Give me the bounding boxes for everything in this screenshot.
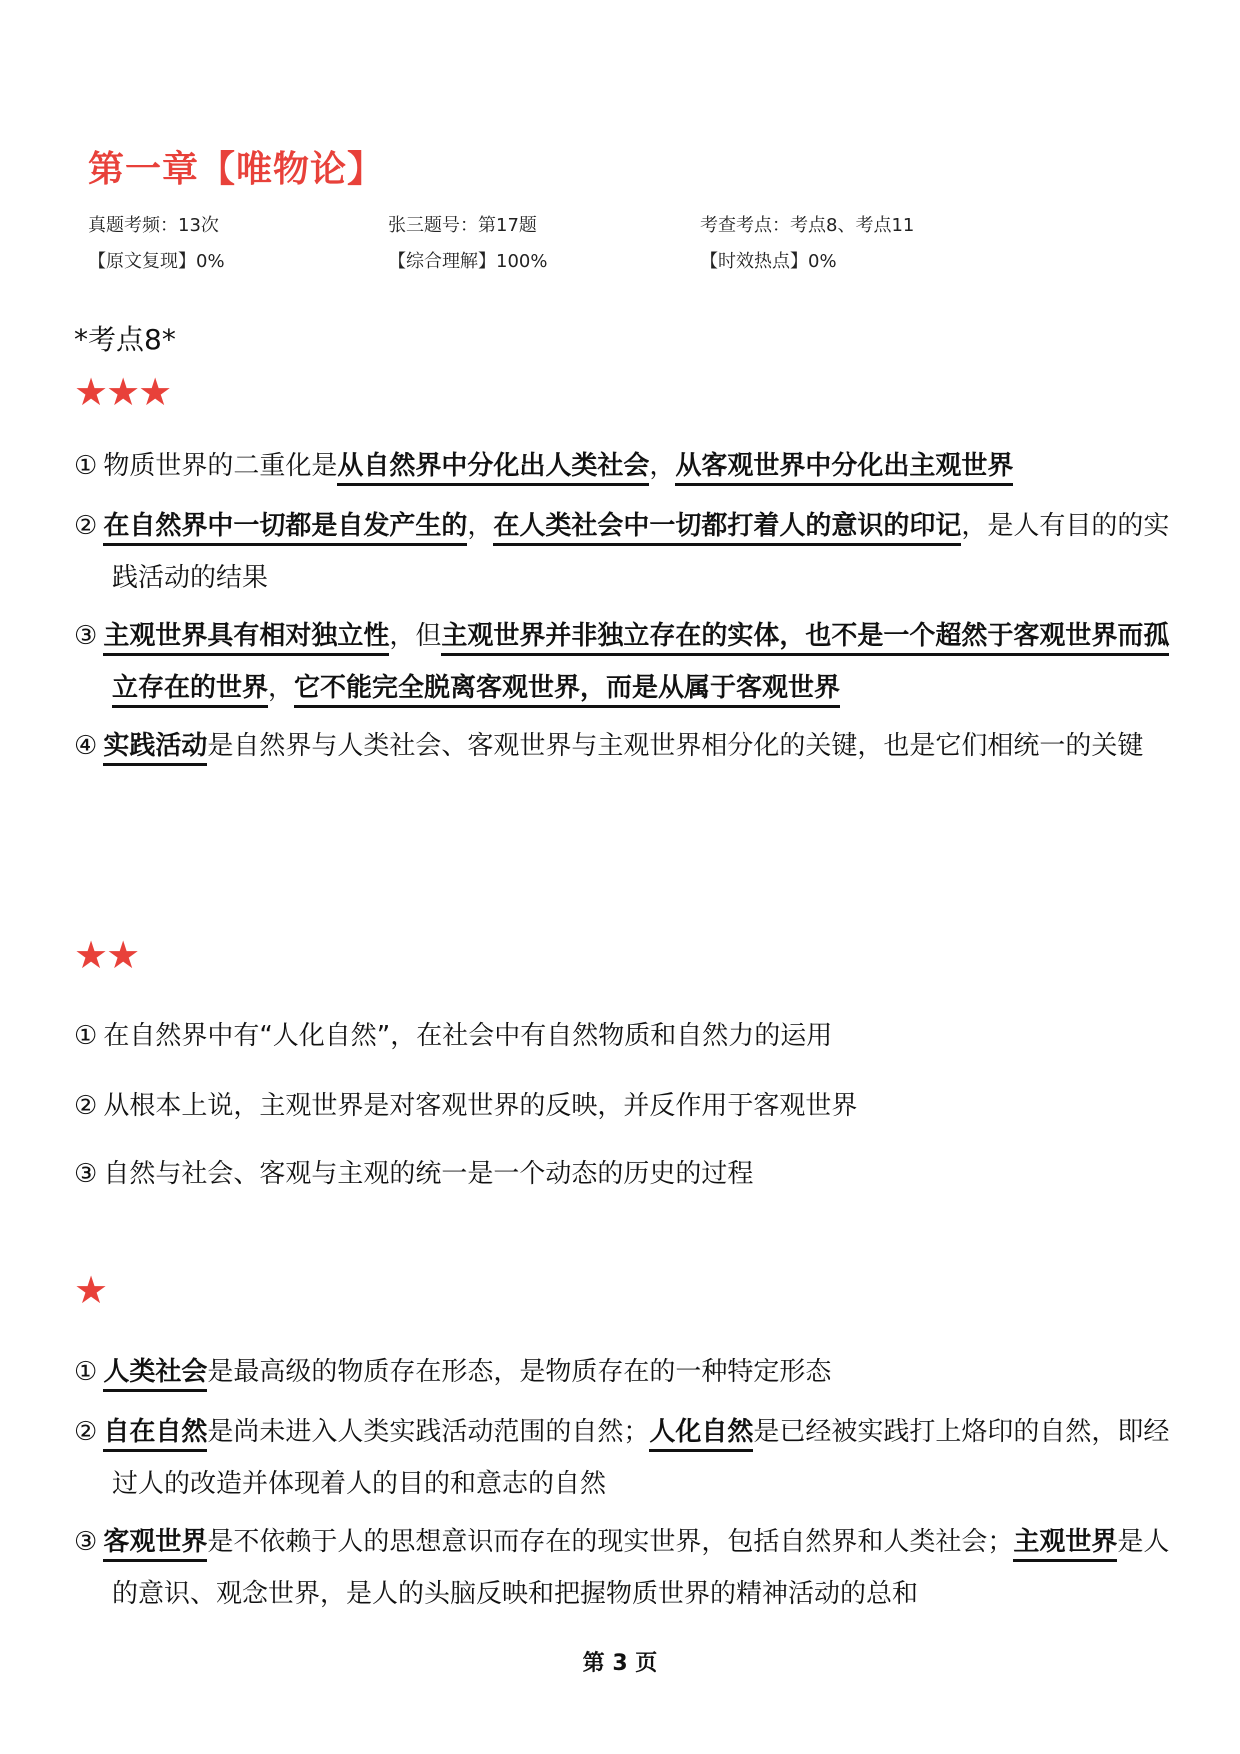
key-phrase: 它不能完全脱离客观世界，而是从属于客观世界 (294, 673, 840, 708)
chapter-title: 第一章【唯物论】 (88, 149, 385, 190)
item-text: 自然与社会、客观与主观的统一是一个动态的历史的过程 (103, 1159, 754, 1189)
item-text: 从根本上说，主观世界是对客观世界的反映，并反作用于客观世界 (103, 1091, 858, 1121)
item-number: ③ (74, 1527, 98, 1557)
key-phrase: 主观世界具有相对独立性 (103, 621, 389, 656)
item-number: ① (74, 451, 98, 481)
item-text: 是人的意识、观念世界，是人的头脑反映和把握物质世界的精神活动的总和 (112, 1527, 1170, 1609)
item-number: ③ (74, 1159, 98, 1189)
item-text: ， (649, 451, 676, 481)
key-phrase: 客观世界 (103, 1527, 207, 1562)
meta-comprehensive: 【综合理解】100% (388, 251, 548, 272)
meta-question-no: 张三题号：第17题 (388, 215, 537, 236)
item-text: 在自然界中有“人化自然”，在社会中有自然物质和自然力的运用 (103, 1021, 833, 1051)
item-text: 是最高级的物质存在形态，是物质存在的一种特定形态 (207, 1357, 832, 1387)
list-item (74, 1010, 1174, 1062)
item-text: 是已经被实践打上烙印的自然，即经过人的改造并体现着人的目的和意志的自然 (112, 1417, 1170, 1499)
item-text: 物质世界的二重化是 (103, 451, 338, 481)
item-number: ② (74, 1091, 98, 1121)
list-item (74, 440, 1174, 492)
list-item (74, 610, 1174, 714)
key-phrase: 实践活动 (103, 731, 207, 766)
star-rating-1-icon: ★ (74, 1268, 107, 1312)
list-item (74, 1080, 1174, 1132)
item-number: ② (74, 1417, 98, 1447)
exam-point-label: *考点8* (74, 323, 176, 356)
item-text: 是尚未进入人类实践活动范围的自然； (207, 1417, 650, 1447)
list-item (74, 1406, 1174, 1510)
list-item (74, 1346, 1174, 1398)
item-text: ， (268, 673, 295, 703)
list-item (74, 1148, 1174, 1200)
key-phrase: 在自然界中一切都是自发产生的 (103, 511, 467, 546)
item-number: ① (74, 1021, 98, 1051)
item-number: ① (74, 1357, 98, 1387)
star-rating-3-icon: ★★★ (74, 370, 171, 414)
item-text: 是自然界与人类社会、客观世界与主观世界相分化的关键，也是它们相统一的关键 (207, 731, 1144, 761)
key-phrase: 人类社会 (103, 1357, 207, 1392)
key-phrase: 主观世界 (1013, 1527, 1117, 1562)
page-number: 第 3 页 (582, 1651, 658, 1676)
item-text: ， (467, 511, 494, 541)
item-text: ，但 (389, 621, 442, 651)
star-rating-2-icon: ★★ (74, 933, 139, 977)
meta-hot-topics: 【时效热点】0% (700, 251, 837, 272)
item-text: 是不依赖于人的思想意识而存在的现实世界，包括自然界和人类社会； (207, 1527, 1014, 1557)
key-phrase: 自在自然 (103, 1417, 207, 1452)
meta-exam-points: 考查考点：考点8、考点11 (700, 215, 915, 236)
list-item (74, 1516, 1174, 1620)
item-number: ③ (74, 621, 98, 651)
key-phrase: 从自然界中分化出人类社会 (337, 451, 649, 486)
list-item (74, 500, 1174, 604)
item-number: ② (74, 511, 98, 541)
key-phrase: 主观世界并非独立存在的实体，也不是一个超然于客观世界而孤立存在的世界 (112, 621, 1169, 708)
key-phrase: 从客观世界中分化出主观世界 (675, 451, 1013, 486)
key-phrase: 在人类社会中一切都打着人的意识的印记 (493, 511, 961, 546)
meta-original: 【原文复现】0% (88, 251, 225, 272)
meta-frequency: 真题考频：13次 (88, 215, 219, 236)
item-text: ，是人有目的的实践活动的结果 (112, 511, 1170, 593)
key-phrase: 人化自然 (649, 1417, 753, 1452)
item-number: ④ (74, 731, 98, 761)
list-item (74, 720, 1174, 772)
